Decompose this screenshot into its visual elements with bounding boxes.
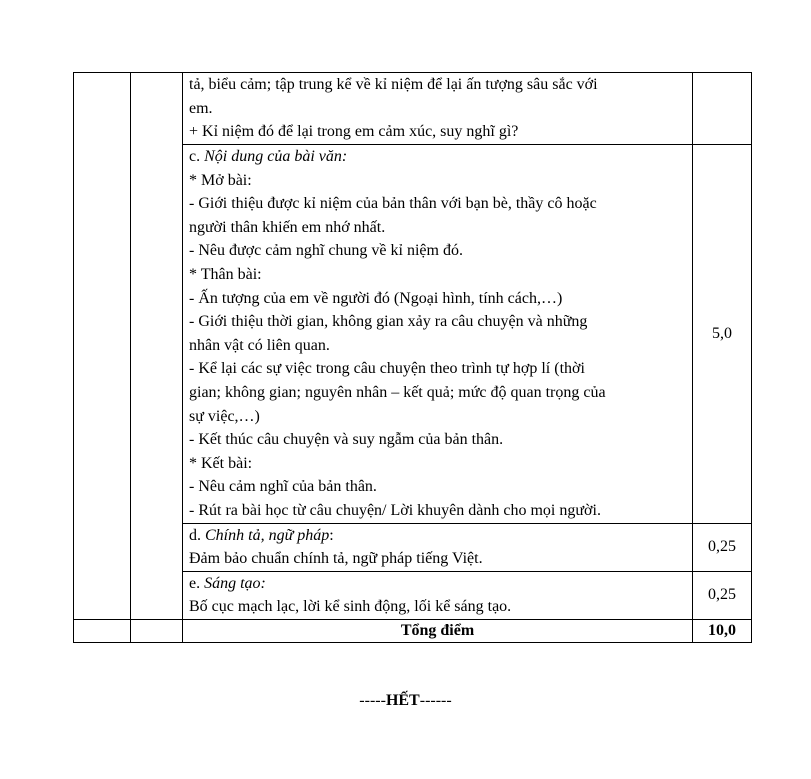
content-cell (183, 145, 693, 524)
content-line: * Thân bài: (189, 265, 262, 283)
score-cell (693, 73, 752, 145)
content-line: - Rút ra bài học từ câu chuyện/ Lời khuyên dành cho mọi người. (189, 501, 601, 519)
content-line: * Mở bài: (189, 171, 252, 189)
section-heading (189, 524, 686, 548)
section-prefix: c. (189, 148, 205, 165)
end-word: HẾT (385, 692, 420, 709)
content-line: - Giới thiệu được kỉ niệm của bản thân với bạn bè, thầy cô hoặc (189, 195, 597, 213)
score-cell: 5,0 (693, 145, 752, 524)
content-cell (183, 571, 693, 619)
blank-cell-col2 (131, 619, 183, 642)
section-suffix: : (329, 526, 334, 544)
content-line: Đảm bảo chuẩn chính tả, ngữ pháp tiếng Việt. (189, 550, 483, 568)
content-line: - Ấn tượng của em về người đó (Ngoại hình, tính cách,…) (189, 289, 563, 307)
section-heading (189, 572, 686, 596)
total-score: 10,0 (693, 619, 752, 642)
total-label: Tổng điểm (183, 619, 693, 642)
score-cell: 0,25 (693, 571, 752, 619)
content-line: - Nêu được cảm nghĩ chung về kỉ niệm đó. (189, 242, 463, 260)
content-line: Bố cục mạch lạc, lời kể sinh động, lối kể sáng tạo. (189, 598, 512, 616)
score-cell: 0,25 (693, 523, 752, 571)
content-line: em. (189, 99, 213, 117)
content-line: người thân khiến em nhớ nhất. (189, 218, 386, 236)
content-line: nhân vật có liên quan. (189, 336, 330, 354)
end-marker (0, 692, 811, 710)
content-cell (183, 73, 693, 145)
section-heading (189, 145, 686, 169)
section-prefix: d. (189, 526, 205, 544)
content-line: gian; không gian; nguyên nhân – kết quả; mức độ quan trọng của (189, 383, 606, 401)
blank-cell-col1 (74, 73, 131, 620)
blank-cell-col1 (74, 619, 131, 642)
section-title: Nội dung của bài văn: (204, 148, 348, 165)
section-title: Chính tả, ngữ pháp (205, 526, 330, 544)
content-line: * Kết bài: (189, 454, 253, 472)
content-line: + Kỉ niệm đó để lại trong em cảm xúc, suy nghĩ gì? (189, 123, 519, 141)
end-dashes-right: ------ (419, 692, 452, 709)
content-line: - Kể lại các sự việc trong câu chuyện theo trình tự hợp lí (thời (189, 360, 585, 378)
content-line: - Nêu cảm nghĩ của bản thân. (189, 478, 377, 496)
section-title: Sáng tạo: (204, 574, 266, 592)
end-dashes-left: ----- (359, 692, 386, 709)
table-row (74, 73, 752, 145)
content-line: tả, biểu cảm; tập trung kể về kỉ niệm để lại ấn tượng sâu sắc với (189, 76, 598, 93)
content-line: - Giới thiệu thời gian, không gian xảy ra câu chuyện và những (189, 313, 588, 331)
content-cell (183, 523, 693, 571)
section-prefix: e. (189, 574, 205, 592)
scoring-table (73, 72, 752, 643)
content-line: - Kết thúc câu chuyện và suy ngẫm của bản thân. (189, 431, 504, 449)
total-row (74, 619, 752, 642)
content-line: sự việc,…) (189, 407, 260, 425)
blank-cell-col2 (131, 73, 183, 620)
